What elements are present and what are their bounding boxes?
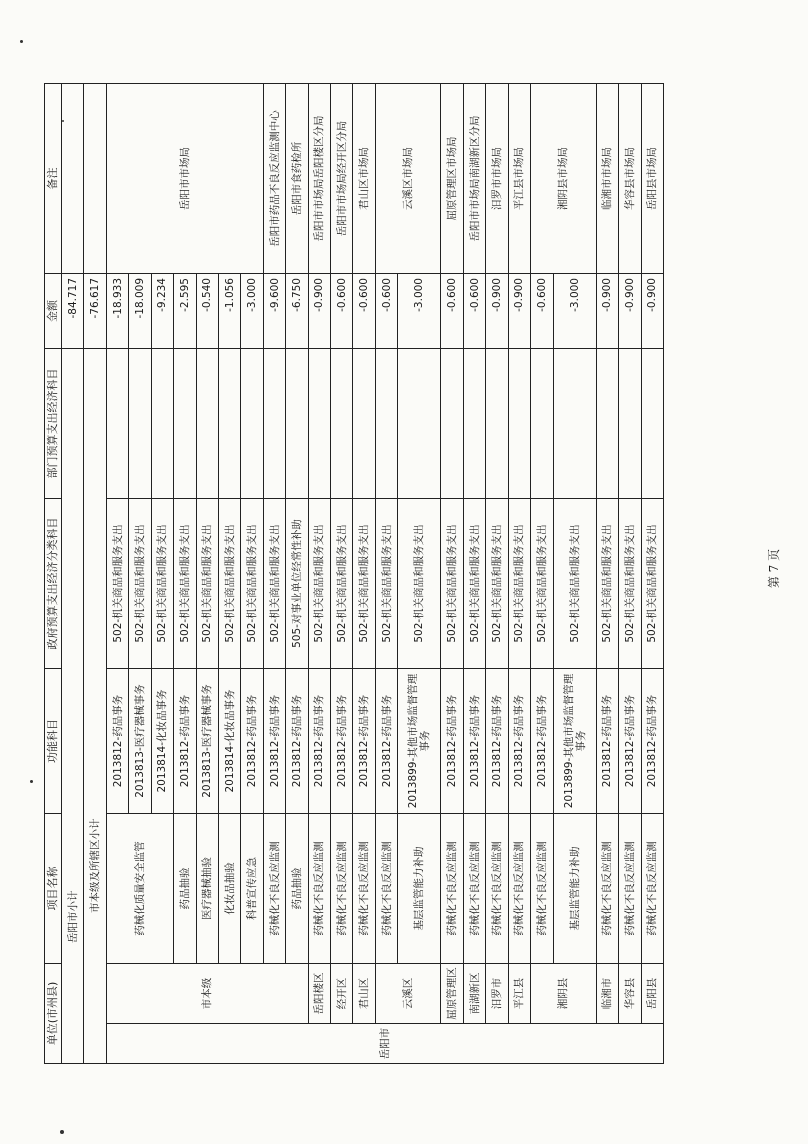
cell-dept-econ	[375, 349, 397, 499]
cell-function-subject: 2013812-药品事务	[286, 669, 308, 814]
cell-dept-econ	[486, 349, 508, 499]
cell-project: 药械化不良反应监测	[353, 814, 375, 964]
cell-dept-econ	[641, 349, 664, 499]
cell-function-subject: 2013812-药品事务	[353, 669, 375, 814]
cell-project: 药品抽验	[174, 814, 196, 964]
cell-district: 市本级	[106, 964, 308, 1024]
cell-gov-econ: 502-机关商品和服务支出	[441, 499, 463, 669]
scan-speck	[30, 780, 33, 783]
cell-remark: 岳阳市食药检所	[286, 84, 308, 274]
cell-project: 基层监管能力补助	[398, 814, 441, 964]
cell-function-subject: 2013899-其他市场监督管理事务	[553, 669, 596, 814]
cell-amount: -0.900	[641, 274, 664, 349]
summary-remark	[62, 84, 84, 274]
cell-gov-econ: 502-机关商品和服务支出	[308, 499, 330, 669]
cell-project: 科普宣传应急	[241, 814, 263, 964]
cell-district: 华容县	[619, 964, 641, 1024]
cell-project: 药械化不良反应监测	[619, 814, 641, 964]
cell-gov-econ: 502-机关商品和服务支出	[531, 499, 553, 669]
cell-amount: -0.900	[508, 274, 530, 349]
summary-row	[84, 84, 106, 1064]
cell-amount: -9.600	[263, 274, 285, 349]
cell-district: 君山区	[353, 964, 375, 1024]
cell-remark: 岳阳县市场局	[641, 84, 664, 274]
summary-remark	[84, 84, 106, 274]
cell-project: 药械化不良反应监测	[508, 814, 530, 964]
cell-gov-econ: 502-机关商品和服务支出	[619, 499, 641, 669]
cell-dept-econ	[596, 349, 618, 499]
cell-amount: -18.933	[106, 274, 128, 349]
cell-project: 药械化不良反应监测	[308, 814, 330, 964]
cell-dept-econ	[129, 349, 151, 499]
table-row	[441, 84, 463, 1064]
cell-dept-econ	[531, 349, 553, 499]
table-row	[531, 84, 553, 1064]
cell-remark: 汨罗市市场局	[486, 84, 508, 274]
cell-project: 药械化不良反应监测	[263, 814, 285, 964]
header-dept-econ: 部门预算支出经济科目	[45, 349, 62, 499]
cell-remark: 岳阳市药品不良反应监测中心	[263, 84, 285, 274]
cell-function-subject: 2013814-化妆品事务	[218, 669, 240, 814]
cell-remark: 岳阳市市场局南湖新区分局	[463, 84, 485, 274]
cell-remark: 岳阳市市场局	[106, 84, 263, 274]
cell-amount: -3.000	[398, 274, 441, 349]
cell-amount: -0.600	[441, 274, 463, 349]
cell-gov-econ: 502-机关商品和服务支出	[486, 499, 508, 669]
cell-district: 经开区	[331, 964, 353, 1024]
cell-remark: 云溪区市场局	[375, 84, 441, 274]
cell-remark: 平江县市场局	[508, 84, 530, 274]
cell-amount: -3.000	[553, 274, 596, 349]
table-row	[463, 84, 485, 1064]
cell-gov-econ: 502-机关商品和服务支出	[241, 499, 263, 669]
cell-project: 药械化不良反应监测	[441, 814, 463, 964]
cell-dept-econ	[174, 349, 196, 499]
table-row	[375, 84, 397, 1064]
cell-dept-econ	[286, 349, 308, 499]
cell-function-subject: 2013812-药品事务	[106, 669, 128, 814]
table-row	[619, 84, 641, 1064]
cell-gov-econ: 502-机关商品和服务支出	[641, 499, 664, 669]
cell-project: 药械化不良反应监测	[641, 814, 664, 964]
header-remark: 备注	[45, 84, 62, 274]
table-row	[106, 84, 128, 1064]
cell-gov-econ: 502-机关商品和服务支出	[353, 499, 375, 669]
cell-project: 药械化质量安全监管	[106, 814, 173, 964]
table-row	[486, 84, 508, 1064]
cell-dept-econ	[241, 349, 263, 499]
scan-speck	[60, 1130, 64, 1134]
cell-gov-econ: 502-机关商品和服务支出	[398, 499, 441, 669]
cell-district: 岳阳县	[641, 964, 664, 1024]
table-row	[286, 84, 308, 1064]
cell-remark: 华容县市场局	[619, 84, 641, 274]
cell-amount: -3.000	[241, 274, 263, 349]
cell-amount: -18.009	[129, 274, 151, 349]
cell-dept-econ	[196, 349, 218, 499]
cell-district: 临湘市	[596, 964, 618, 1024]
cell-function-subject: 2013812-药品事务	[174, 669, 196, 814]
cell-dept-econ	[463, 349, 485, 499]
cell-amount: -0.540	[196, 274, 218, 349]
cell-dept-econ	[553, 349, 596, 499]
cell-function-subject: 2013813-医疗器械事务	[196, 669, 218, 814]
table-row	[308, 84, 330, 1064]
table-header-row	[45, 84, 62, 1064]
cell-gov-econ: 502-机关商品和服务支出	[218, 499, 240, 669]
cell-dept-econ	[263, 349, 285, 499]
cell-dept-econ	[398, 349, 441, 499]
cell-gov-econ: 502-机关商品和服务支出	[106, 499, 128, 669]
cell-function-subject: 2013812-药品事务	[463, 669, 485, 814]
cell-dept-econ	[619, 349, 641, 499]
cell-dept-econ	[331, 349, 353, 499]
cell-gov-econ: 502-机关商品和服务支出	[508, 499, 530, 669]
cell-gov-econ: 502-机关商品和服务支出	[174, 499, 196, 669]
table-row	[263, 84, 285, 1064]
cell-district: 屈原管理区	[441, 964, 463, 1024]
cell-project: 化妆品抽验	[218, 814, 240, 964]
cell-function-subject: 2013812-药品事务	[375, 669, 397, 814]
cell-gov-econ: 502-机关商品和服务支出	[596, 499, 618, 669]
cell-project: 药品抽验	[286, 814, 308, 964]
cell-dept-econ	[218, 349, 240, 499]
cell-remark: 君山区市场局	[353, 84, 375, 274]
table-row	[353, 84, 375, 1064]
cell-project: 医疗器械抽验	[196, 814, 218, 964]
cell-district: 南湖新区	[463, 964, 485, 1024]
cell-function-subject: 2013812-药品事务	[619, 669, 641, 814]
cell-city: 岳阳市	[106, 1024, 663, 1064]
cell-district: 湘阴县	[531, 964, 597, 1024]
header-unit: 单位(市州县)	[45, 964, 62, 1064]
cell-gov-econ: 505-对事业单位经常性补助	[286, 499, 308, 669]
cell-remark: 临湘市市场局	[596, 84, 618, 274]
summary-amount: -84.717	[62, 274, 84, 349]
cell-function-subject: 2013812-药品事务	[263, 669, 285, 814]
cell-project: 药械化不良反应监测	[463, 814, 485, 964]
table-row	[331, 84, 353, 1064]
cell-amount: -9.234	[151, 274, 173, 349]
scan-speck	[20, 40, 23, 43]
cell-gov-econ: 502-机关商品和服务支出	[553, 499, 596, 669]
cell-amount: -0.600	[331, 274, 353, 349]
header-gov-econ: 政府预算支出经济分类科目	[45, 499, 62, 669]
cell-dept-econ	[441, 349, 463, 499]
cell-amount: -6.750	[286, 274, 308, 349]
table-body	[62, 84, 664, 1064]
cell-remark: 岳阳市市场局岳阳楼区分局	[308, 84, 330, 274]
cell-project: 药械化不良反应监测	[331, 814, 353, 964]
header-function-subject: 功能科目	[45, 669, 62, 814]
cell-function-subject: 2013812-药品事务	[241, 669, 263, 814]
cell-gov-econ: 502-机关商品和服务支出	[196, 499, 218, 669]
cell-remark: 湘阴县市场局	[531, 84, 597, 274]
cell-project: 药械化不良反应监测	[596, 814, 618, 964]
cell-project: 药械化不良反应监测	[486, 814, 508, 964]
cell-gov-econ: 502-机关商品和服务支出	[151, 499, 173, 669]
cell-gov-econ: 502-机关商品和服务支出	[129, 499, 151, 669]
cell-district: 岳阳楼区	[308, 964, 330, 1024]
cell-amount: -0.600	[375, 274, 397, 349]
scan-speck	[62, 120, 64, 122]
cell-function-subject: 2013812-药品事务	[508, 669, 530, 814]
page-number: 第 7 页	[767, 548, 782, 589]
summary-amount: -76.617	[84, 274, 106, 349]
rotated-table-wrapper	[44, 84, 664, 1064]
budget-table	[44, 83, 664, 1064]
cell-remark: 屈原管理区市场局	[441, 84, 463, 274]
cell-gov-econ: 502-机关商品和服务支出	[375, 499, 397, 669]
cell-amount: -2.595	[174, 274, 196, 349]
cell-amount: -0.600	[353, 274, 375, 349]
table-row	[508, 84, 530, 1064]
cell-function-subject: 2013812-药品事务	[641, 669, 664, 814]
cell-function-subject: 2013813-医疗器械事务	[129, 669, 151, 814]
summary-row	[62, 84, 84, 1064]
cell-function-subject: 2013899-其他市场监督管理事务	[398, 669, 441, 814]
cell-dept-econ	[106, 349, 128, 499]
cell-district: 云溪区	[375, 964, 441, 1024]
cell-amount: -0.600	[463, 274, 485, 349]
cell-gov-econ: 502-机关商品和服务支出	[463, 499, 485, 669]
cell-dept-econ	[508, 349, 530, 499]
cell-gov-econ: 502-机关商品和服务支出	[263, 499, 285, 669]
cell-district: 汨罗市	[486, 964, 508, 1024]
cell-project: 药械化不良反应监测	[531, 814, 553, 964]
cell-dept-econ	[151, 349, 173, 499]
cell-amount: -0.600	[531, 274, 553, 349]
table-row	[641, 84, 664, 1064]
cell-function-subject: 2013812-药品事务	[486, 669, 508, 814]
cell-dept-econ	[308, 349, 330, 499]
cell-function-subject: 2013812-药品事务	[308, 669, 330, 814]
cell-amount: -0.900	[619, 274, 641, 349]
cell-project: 基层监管能力补助	[553, 814, 596, 964]
cell-dept-econ	[353, 349, 375, 499]
header-amount: 金额	[45, 274, 62, 349]
cell-function-subject: 2013814-化妆品事务	[151, 669, 173, 814]
cell-project: 药械化不良反应监测	[375, 814, 397, 964]
cell-amount: -0.900	[486, 274, 508, 349]
cell-amount: -0.900	[308, 274, 330, 349]
cell-gov-econ: 502-机关商品和服务支出	[331, 499, 353, 669]
cell-amount: -1.056	[218, 274, 240, 349]
table-row	[596, 84, 618, 1064]
cell-function-subject: 2013812-药品事务	[531, 669, 553, 814]
summary-label: 岳阳市小计	[62, 349, 84, 1064]
cell-function-subject: 2013812-药品事务	[441, 669, 463, 814]
cell-amount: -0.900	[596, 274, 618, 349]
cell-remark: 岳阳市市场局经开区分局	[331, 84, 353, 274]
cell-function-subject: 2013812-药品事务	[596, 669, 618, 814]
header-project: 项目名称	[45, 814, 62, 964]
cell-district: 平江县	[508, 964, 530, 1024]
summary-label: 市本级及所辖区小计	[84, 349, 106, 1064]
cell-function-subject: 2013812-药品事务	[331, 669, 353, 814]
